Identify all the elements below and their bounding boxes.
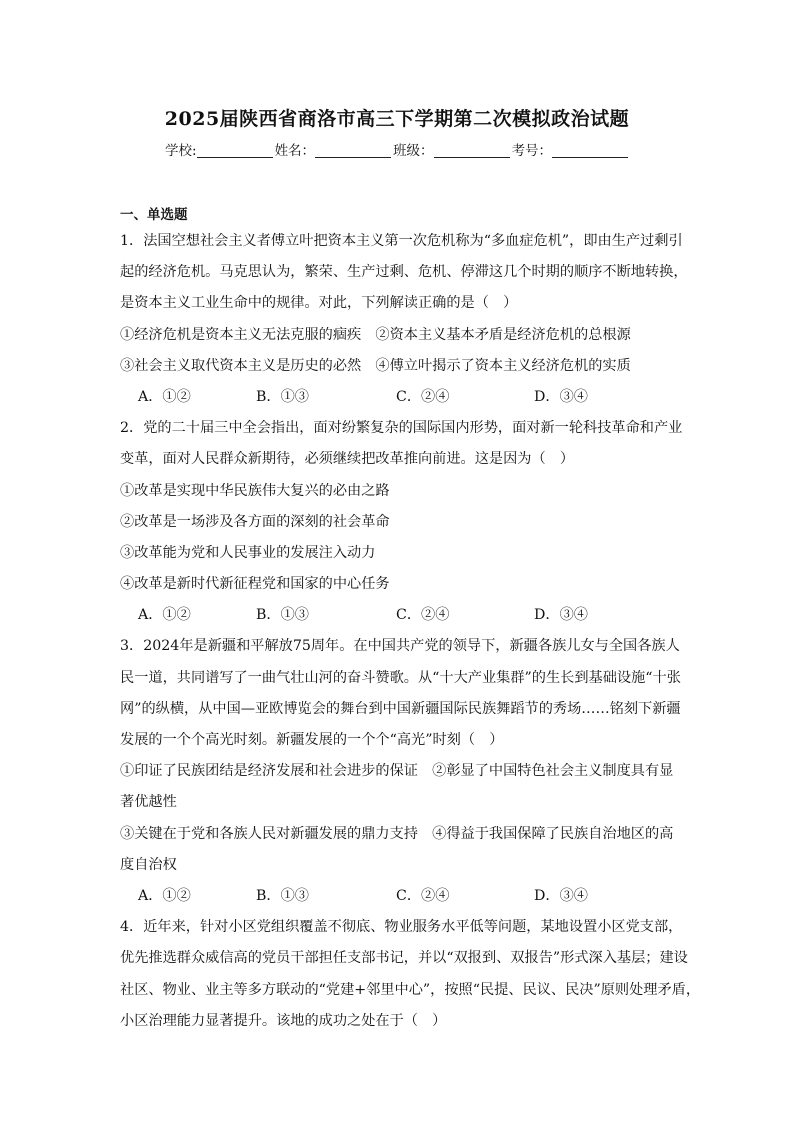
question-1-line: ①经济危机是资本主义无法克服的痼疾 ②资本主义基本矛盾是经济危机的总根源 — [120, 326, 631, 343]
exam-number-blank[interactable] — [552, 143, 628, 158]
question-4-line: 4．近年来，针对小区党组织覆盖不彻底、物业服务水平低等问题，某地设置小区党支部， — [120, 919, 683, 936]
exam-number-label: 考号： — [511, 143, 553, 159]
question-2-line: ④改革是新时代新征程党和国家的中心任务 — [120, 576, 390, 593]
question-3-line: 著优越性 — [120, 794, 177, 811]
option-b[interactable]: B．①③ — [256, 607, 309, 624]
option-a[interactable]: A．①② — [138, 607, 191, 624]
school-blank[interactable] — [197, 143, 273, 158]
question-2-line: 2．党的二十届三中全会指出，面对纷繁复杂的国际国内形势，面对新一轮科技革命和产业 — [120, 420, 683, 437]
question-2-line: ①改革是实现中华民族伟大复兴的必由之路 — [120, 482, 390, 499]
question-4-line: 小区治理能力显著提升。该地的成功之处在于（ ） — [120, 1012, 447, 1029]
option-c[interactable]: C．②④ — [396, 388, 450, 405]
option-c[interactable]: C．②④ — [396, 887, 450, 904]
question-1-options — [120, 382, 680, 413]
question-1-line: 是资本主义工业生命中的规律。对此，下列解读正确的是（ ） — [120, 295, 518, 312]
question-1-line: ③社会主义取代资本主义是历史的必然 ④傅立叶揭示了资本主义经济危机的实质 — [120, 357, 631, 374]
name-label: 姓名： — [274, 143, 316, 159]
question-2-line: ②改革是一场涉及各方面的深刻的社会革命 — [120, 513, 390, 530]
question-1-line: 1．法国空想社会主义者傅立叶把资本主义第一次危机称为“多血症危机”，即由生产过剩引 — [120, 233, 683, 249]
option-d[interactable]: D．③④ — [534, 887, 588, 904]
student-info-row — [165, 139, 630, 159]
question-3-line: 网”的纵横，从中国—亚欧博览会的舞台到中国新疆国际民族舞蹈节的秀场……铭刻下新疆 — [120, 700, 681, 717]
question-4-line: 优先推选群众威信高的党员干部担任支部书记，并以“双报到、双报告”形式深入基层；建设 — [120, 950, 688, 967]
question-3-line: 度自治权 — [120, 856, 177, 873]
class-label: 班级： — [393, 143, 434, 159]
school-label: 学校: — [165, 143, 197, 159]
question-3-line: 民一道，共同谱写了一曲气壮山河的奋斗赞歌。从“十大产业集群”的生长到基础设施“十张 — [120, 669, 681, 686]
question-2-options — [120, 600, 680, 631]
question-3-line: ①印证了民族团结是经济发展和社会进步的保证 ②彰显了中国特色社会主义制度具有显 — [120, 763, 674, 780]
question-3-line: 发展的一个个高光时刻。新疆发展的一个个“高光”时刻（ ） — [120, 732, 504, 748]
option-a[interactable]: A．①② — [138, 388, 191, 405]
section-heading: 一、单选题 — [120, 207, 188, 223]
question-4-line: 社区、物业、业主等多方联动的“党建+邻里中心”，按照“民提、民议、民决”原则处理矛盾， — [120, 981, 701, 998]
question-3-options — [120, 881, 680, 912]
name-blank[interactable] — [315, 143, 391, 158]
question-3-line: ③关键在于党和各族人民对新疆发展的鼎力支持 ④得益于我国保障了民族自治地区的高 — [120, 825, 674, 842]
class-blank[interactable] — [434, 143, 510, 158]
question-2-line: 变革，面对人民群众新期待，必须继续把改革推向前进。这是因为（ ） — [120, 451, 575, 468]
option-d[interactable]: D．③④ — [534, 607, 588, 624]
option-b[interactable]: B．①③ — [256, 887, 309, 904]
option-c[interactable]: C．②④ — [396, 607, 450, 624]
option-a[interactable]: A．①② — [138, 887, 191, 904]
option-d[interactable]: D．③④ — [534, 388, 588, 405]
option-b[interactable]: B．①③ — [256, 388, 309, 405]
question-3-line: 3．2024年是新疆和平解放75周年。在中国共产党的领导下，新疆各族儿女与全国各族人 — [120, 638, 680, 655]
question-1-line: 起的经济危机。马克思认为，繁荣、生产过剩、危机、停滞这几个时期的顺序不断地转换， — [120, 264, 688, 281]
questions-body — [120, 226, 701, 1037]
exam-title: 2025届陕西省商洛市高三下学期第二次模拟政治试题 — [164, 108, 630, 130]
question-2-line: ③改革能为党和人民事业的发展注入动力 — [120, 544, 376, 561]
